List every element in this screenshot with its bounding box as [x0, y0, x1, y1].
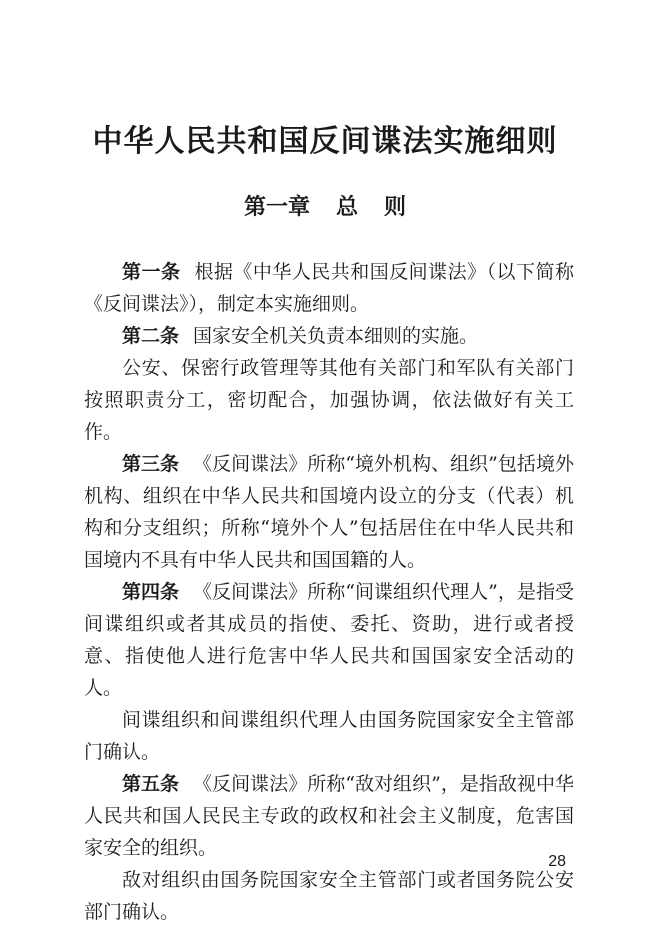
chapter-heading [0, 192, 650, 224]
article-text: 根据《中华人民共和国反间谍法》（以下简称《反间谍法》），制定本实施细则。 [84, 261, 574, 315]
article-text: 《反间谍法》所称“间谍组织代理人”，是指受间谍组织或者其成员的指使、委托、资助，进行或者授意、指使他人进行危害中华人民共和国国家安全活动的人。 [84, 581, 574, 699]
article-text: 《反间谍法》所称“敌对组织”，是指敌视中华人民共和国人民民主专政的政权和社会主义制度，危害国家安全的组织。 [84, 773, 574, 859]
article-label: 第三条 [122, 453, 180, 475]
article-3-paragraph [84, 448, 574, 576]
article-4-paragraph [84, 576, 574, 704]
article-label: 第四条 [122, 581, 180, 603]
article-text: 国家安全机关负责本细则的实施。 [193, 325, 479, 347]
article-5-paragraph [84, 768, 574, 864]
document-title: 中华人民共和国反间谍法实施细则 [92, 124, 558, 159]
article-2-continuation [84, 352, 574, 448]
paragraph-text: 敌对组织由国务院国家安全主管部门或者国务院公安部门确认。 [84, 869, 574, 923]
article-text: 《反间谍法》所称“境外机构、组织”包括境外机构、组织在中华人民共和国境内设立的分支（代表）机构和分支组织；所称“境外个人”包括居住在中华人民共和国境内不具有中华人民共和国国籍的人。 [84, 453, 574, 571]
article-label: 第二条 [122, 325, 180, 347]
chapter-number: 第一章 [243, 195, 310, 220]
paragraph-text: 公安、保密行政管理等其他有关部门和军队有关部门按照职责分工，密切配合，加强协调，依法做好有关工作。 [84, 357, 574, 443]
article-5-continuation [84, 864, 574, 928]
article-label: 第一条 [122, 261, 181, 283]
chapter-name-part1: 总 [335, 195, 358, 220]
chapter-name-part2: 则 [384, 195, 407, 220]
paragraph-text: 间谍组织和间谍组织代理人由国务院国家安全主管部门确认。 [84, 709, 574, 763]
article-1-paragraph [84, 256, 574, 320]
article-2-paragraph [84, 320, 574, 352]
article-label: 第五条 [122, 773, 180, 795]
article-4-continuation [84, 704, 574, 768]
chapter-body [84, 256, 574, 928]
page-number: 28 [548, 853, 566, 870]
